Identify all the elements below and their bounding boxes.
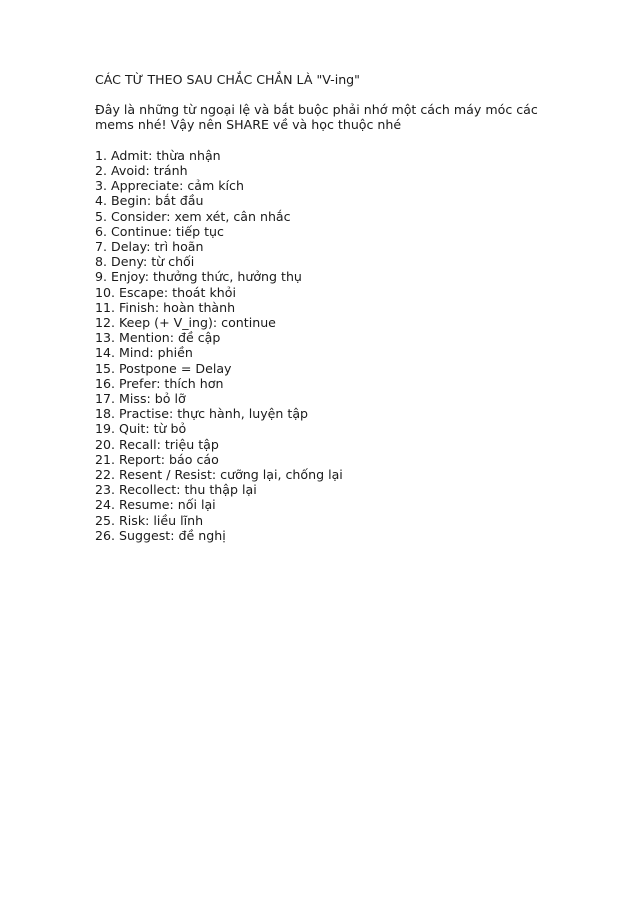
verb-list xyxy=(95,148,565,543)
list-item: 12. Keep (+ V_ing): continue xyxy=(95,315,276,331)
list-item: 11. Finish: hoàn thành xyxy=(95,299,236,315)
list-item: 1. Admit: thừa nhận xyxy=(95,147,221,163)
list-item: 21. Report: báo cáo xyxy=(95,451,219,467)
list-item: 17. Miss: bỏ lỡ xyxy=(95,391,186,407)
list-item: 24. Resume: nối lại xyxy=(95,497,216,513)
list-item: 15. Postpone = Delay xyxy=(95,360,232,376)
list-item: 9. Enjoy: thưởng thức, hưởng thụ xyxy=(95,269,302,285)
list-item: 3. Appreciate: cảm kích xyxy=(95,178,244,194)
list-item: 25. Risk: liều lĩnh xyxy=(95,512,204,528)
list-item: 6. Continue: tiếp tục xyxy=(95,223,224,239)
list-item: 14. Mind: phiền xyxy=(95,345,193,361)
list-item: 10. Escape: thoát khỏi xyxy=(95,284,236,300)
document-title: CÁC TỪ THEO SAU CHẮC CHẮN LÀ "V-ing" xyxy=(95,72,360,87)
list-item: 13. Mention: đề cập xyxy=(95,330,221,346)
intro-paragraph: Đây là những từ ngoại lệ và bắt buộc phải nhớ một cách máy móc các mems nhé! Vậy nên SHARE về và học thuộc nhé xyxy=(95,102,538,133)
document-content xyxy=(95,72,565,543)
list-item: 20. Recall: triệu tập xyxy=(95,436,219,452)
list-item: 8. Deny: từ chối xyxy=(95,254,195,270)
list-item: 19. Quit: từ bỏ xyxy=(95,421,187,437)
list-item: 7. Delay: trì hoãn xyxy=(95,239,204,255)
list-item: 2. Avoid: tránh xyxy=(95,163,188,178)
list-item: 23. Recollect: thu thập lại xyxy=(95,482,257,498)
list-item: 5. Consider: xem xét, cân nhắc xyxy=(95,208,291,224)
list-item: 16. Prefer: thích hơn xyxy=(95,375,224,391)
list-item: 22. Resent / Resist: cưỡng lại, chống lại xyxy=(95,467,343,483)
list-item: 4. Begin: bắt đầu xyxy=(95,193,204,209)
list-item: 26. Suggest: đề nghị xyxy=(95,527,226,543)
list-item: 18. Practise: thực hành, luyện tập xyxy=(95,406,309,422)
